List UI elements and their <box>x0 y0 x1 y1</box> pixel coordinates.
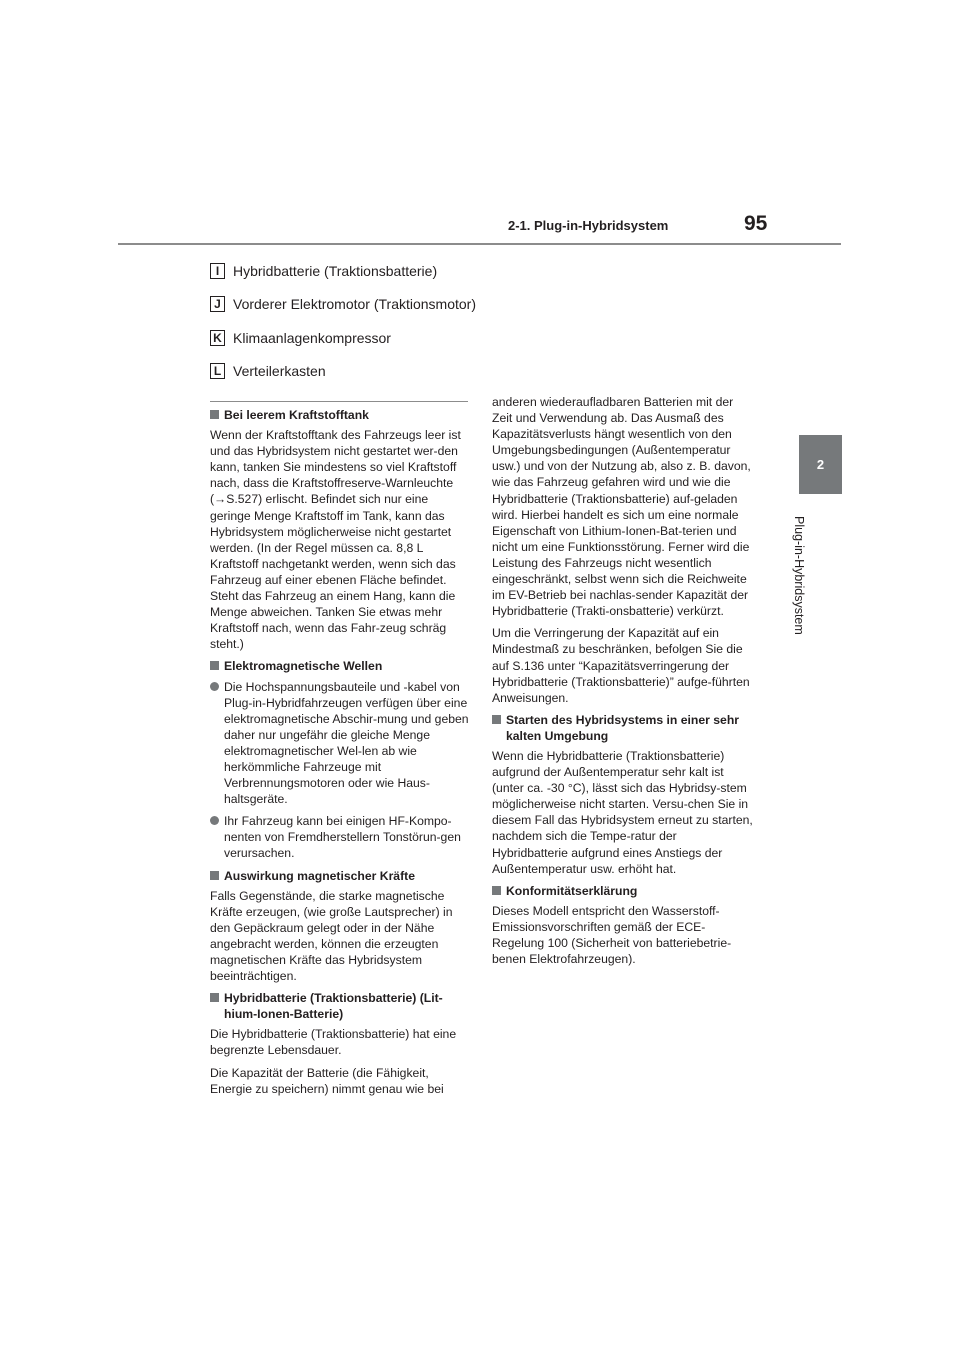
legend-text: Vorderer Elektromotor (Traktionsmotor) <box>233 296 476 312</box>
paragraph: Um die Verringerung der Kapazität auf ein Mindestmaß zu beschränken, befolgen Sie die auf S.136 unter “Kapazitätsverringerung der Hybridbatterie (Traktionsbatterie)” aufge-führten Anweisungen. <box>492 626 750 705</box>
chapter-tab[interactable]: 2 <box>799 435 842 494</box>
list-item <box>210 679 472 808</box>
legend-key-box: K <box>210 330 225 346</box>
legend-item <box>210 329 476 346</box>
legend-text: Verteilerkasten <box>233 363 326 379</box>
chapter-title: Plug-in-Hybridsystem <box>792 515 806 635</box>
component-legend <box>210 262 476 396</box>
paragraph: Wenn der Kraftstofftank des Fahrzeugs leer ist und das Hybridsystem nicht gestartet wer-den kann, tanken Sie mindestens so viel Kraftstoff nach, dass die Kraftstoffreserve-Warnleuchte (→S.527) erlischt. Befindet sich nur eine geringe Menge Kraftstoff im Tank, kann das Hybridsystem möglicherweise nicht gestartet werden. (In der Regel müssen ca. 8,8 L Kraftstoff nachgetankt werden, wenn sich das Fahrzeug auf einer ebenen Fläche befindet. Steht das Fahrzeug an einem Hang, kann die Menge abweichen. Tanken Sie etwas mehr Kraftstoff nach, wenn das Fahr-zeug schräg steht.) <box>210 428 461 652</box>
list-item-text: Ihr Fahrzeug kann bei einigen HF-Kompo-nenten von Fremdherstellern Tonstörun-gen verursachen. <box>224 814 461 861</box>
left-column <box>210 407 472 1103</box>
section-title: 2-1. Plug-in-Hybridsystem <box>508 218 669 233</box>
section-heading <box>210 407 472 423</box>
paragraph: Die Hybridbatterie (Traktionsbatterie) hat eine begrenzte Lebensdauer. <box>210 1027 457 1058</box>
heading-text: Elektromagnetische Wellen <box>224 659 383 674</box>
chapter-label <box>777 510 821 640</box>
heading-text: Hybridbatterie (Traktionsbatterie) (Lit-hium-Ionen-Batterie) <box>224 991 443 1022</box>
list-item-text: Die Hochspannungsbauteile und -kabel von Plug-in-Hybridfahrzeugen verfügen über eine elektromagnetische Abschir-mung und geben daher nur ungefähr die gleiche Menge elektromagnetischer Wel-len ab wie herkömmliche Fahrzeuge mit Verbrennungsmotoren oder wie Haus-haltsgeräte. <box>224 679 469 807</box>
list-item <box>210 813 472 861</box>
round-bullet-icon <box>210 816 219 825</box>
heading-text: Starten des Hybridsystems in einer sehr kalten Umgebung <box>506 712 740 743</box>
legend-key-box: L <box>210 363 225 379</box>
square-bullet-icon <box>210 661 219 670</box>
paragraph: anderen wiederaufladbaren Batterien mit der Zeit und Verwendung ab. Das Ausmaß des Kapazitätsverlusts hängt wesentlich von den Umgebungsbedingungen (Außentemperatur usw.) und von der Nutzung ab, also z. B. davon, wie das Fahrzeug gefahren wird und wie die Hybridbatterie (Traktionsbatterie) auf-geladen wird. Hierbei handelt es sich um eine normale Eigenschaft von Lithium-Ionen-Bat-terien und nicht um eine Funktionsstörung. Ferner wird die Leistung des Fahrzeugs nicht wesentlich eingeschränkt, selbst wenn sich die Reichweite im EV-Betrieb bei nachlas-sender Kapazität der Hybridbatterie (Trakti-onsbatterie) verkürzt. <box>492 395 751 619</box>
legend-text: Hybridbatterie (Traktionsbatterie) <box>233 262 438 279</box>
page-number: 95 <box>744 212 768 235</box>
paragraph: Die Kapazität der Batterie (die Fähigkeit, Energie zu speichern) nimmt genau wie bei <box>210 1065 444 1096</box>
legend-item <box>210 363 476 380</box>
round-bullet-icon <box>210 682 219 691</box>
paragraph: Falls Gegenstände, die starke magnetische Kräfte erzeugen, (wie große Lautsprecher) in den Gepäckraum gelegt oder in der Nähe angebracht werden, können die erzeugten magnetischen Kräfte das Hybridsystem beeinträchtigen. <box>210 888 453 984</box>
section-heading <box>492 883 754 899</box>
legend-item <box>210 296 476 313</box>
square-bullet-icon <box>210 410 219 419</box>
square-bullet-icon <box>210 993 219 1002</box>
square-bullet-icon <box>492 715 501 724</box>
legend-item <box>210 262 476 279</box>
paragraph: Wenn die Hybridbatterie (Traktionsbatterie) aufgrund der Außentemperatur sehr kalt ist (unter ca. -30 °C), lässt sich das Hybridsy-stem möglicherweise nicht starten. Versu-chen Sie in diesem Fall das Hybridsystem erneut zu starten, nachdem sich die Tempe-ratur der Hybridbatterie aufgrund eines Anstiegs der Außentemperatur usw. erhöht hat. <box>492 748 753 876</box>
legend-text: Klimaanlagenkompressor <box>233 329 391 346</box>
section-heading <box>492 712 754 744</box>
legend-key-box: J <box>210 296 225 312</box>
legend-key-box: I <box>210 263 225 279</box>
square-bullet-icon <box>210 871 219 880</box>
header-divider <box>118 243 841 245</box>
right-column <box>492 394 754 973</box>
heading-text: Bei leerem Kraftstofftank <box>224 408 369 422</box>
column-divider <box>210 401 468 402</box>
paragraph: Dieses Modell entspricht den Wasserstoff-Emissionsvorschriften gemäß der ECE-Regelung 100 (Sicherheit von batteriebetrie-benen Elektrofahrzeugen). <box>492 903 732 967</box>
section-heading <box>210 658 472 674</box>
heading-text: Auswirkung magnetischer Kräfte <box>224 868 415 883</box>
square-bullet-icon <box>492 886 501 895</box>
section-heading <box>210 868 472 884</box>
heading-text: Konformitätserklärung <box>506 883 638 898</box>
section-heading <box>210 990 472 1022</box>
